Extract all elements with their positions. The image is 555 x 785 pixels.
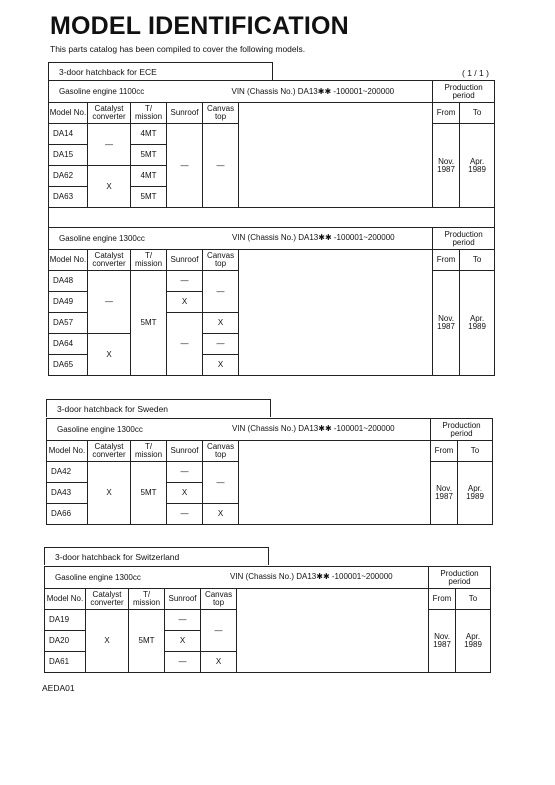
sunroof-cell: X xyxy=(167,483,203,504)
model-header: Model No. xyxy=(47,441,88,462)
transmission-cell: 5MT xyxy=(131,145,167,166)
transmission-header: T/ mission xyxy=(131,103,167,124)
from-header: From xyxy=(431,441,458,462)
engine-row xyxy=(47,419,431,441)
engine-label: Gasoline engine 1300cc xyxy=(55,572,141,582)
blank-cell xyxy=(239,441,431,462)
transmission-cell: 5MT xyxy=(129,610,165,673)
catalyst-header: Catalyst converter xyxy=(88,103,131,124)
from-header: From xyxy=(433,103,460,124)
canvas-cell: X xyxy=(201,652,237,673)
engine-label: Gasoline engine 1100cc xyxy=(59,86,145,96)
catalyst-cell: X xyxy=(86,610,129,673)
from-cell: Nov. 1987 xyxy=(433,124,460,208)
catalyst-header: Catalyst converter xyxy=(86,589,129,610)
catalyst-cell: X xyxy=(88,462,131,525)
canvas-header: Canvas top xyxy=(203,250,239,271)
to-cell: Apr. 1989 xyxy=(460,271,495,376)
section-tab: 3-door hatchback for Switzerland xyxy=(44,547,269,565)
model-cell: DA19 xyxy=(45,610,86,631)
catalyst-cell: X xyxy=(88,334,131,376)
to-header: To xyxy=(460,103,495,124)
model-table xyxy=(48,80,495,376)
catalyst-cell: — xyxy=(88,271,131,334)
transmission-header: T/ mission xyxy=(129,589,165,610)
sunroof-header: Sunroof xyxy=(165,589,201,610)
sunroof-cell: — xyxy=(165,652,201,673)
transmission-cell: 5MT xyxy=(131,271,167,376)
sunroof-header: Sunroof xyxy=(167,103,203,124)
blank-cell xyxy=(239,250,433,271)
sunroof-cell: X xyxy=(165,631,201,652)
sunroof-cell: — xyxy=(167,313,203,376)
transmission-cell: 5MT xyxy=(131,187,167,208)
catalyst-cell: X xyxy=(88,166,131,208)
production-header: Production period xyxy=(429,567,491,589)
model-cell: DA61 xyxy=(45,652,86,673)
blank-cell xyxy=(239,271,433,376)
transmission-header: T/ mission xyxy=(131,441,167,462)
model-cell: DA57 xyxy=(49,313,88,334)
engine-label: Gasoline engine 1300cc xyxy=(59,233,145,243)
sunroof-cell: — xyxy=(167,271,203,292)
sunroof-cell: — xyxy=(167,462,203,483)
to-header: To xyxy=(458,441,493,462)
intro-text: This parts catalog has been compiled to cover the following models. xyxy=(50,44,306,54)
model-cell: DA65 xyxy=(49,355,88,376)
canvas-cell: — xyxy=(203,462,239,504)
canvas-cell: — xyxy=(203,124,239,208)
sunroof-header: Sunroof xyxy=(167,250,203,271)
canvas-header: Canvas top xyxy=(203,441,239,462)
section-tab: 3-door hatchback for Sweden xyxy=(46,399,271,417)
vin-label: VIN (Chassis No.) DA13✱✱ -100001~200000 xyxy=(232,233,395,242)
canvas-cell: X xyxy=(203,504,239,525)
transmission-cell: 5MT xyxy=(131,462,167,525)
production-header: Production period xyxy=(431,419,493,441)
model-cell: DA63 xyxy=(49,187,88,208)
transmission-cell: 4MT xyxy=(131,166,167,187)
canvas-cell: X xyxy=(203,355,239,376)
model-cell: DA62 xyxy=(49,166,88,187)
separator-row xyxy=(49,208,495,228)
model-cell: DA15 xyxy=(49,145,88,166)
sunroof-cell: — xyxy=(165,610,201,631)
to-cell: Apr. 1989 xyxy=(458,462,493,525)
sunroof-cell: X xyxy=(167,292,203,313)
engine-label: Gasoline engine 1300cc xyxy=(57,424,143,434)
from-header: From xyxy=(429,589,456,610)
vin-label: VIN (Chassis No.) DA13✱✱ -100001~200000 xyxy=(231,86,395,96)
model-header: Model No. xyxy=(49,250,88,271)
model-header: Model No. xyxy=(45,589,86,610)
sunroof-cell: — xyxy=(167,124,203,208)
canvas-header: Canvas top xyxy=(203,103,239,124)
canvas-cell: — xyxy=(203,271,239,313)
engine-row xyxy=(45,567,429,589)
vin-label: VIN (Chassis No.) DA13✱✱ -100001~200000 xyxy=(232,424,395,433)
page-number: ( 1 / 1 ) xyxy=(462,68,489,78)
model-cell: DA48 xyxy=(49,271,88,292)
canvas-header: Canvas top xyxy=(201,589,237,610)
transmission-cell: 4MT xyxy=(131,124,167,145)
model-table xyxy=(46,418,493,525)
canvas-cell: — xyxy=(201,610,237,652)
engine-row xyxy=(49,228,433,250)
model-cell: DA66 xyxy=(47,504,88,525)
from-cell: Nov. 1987 xyxy=(429,610,456,673)
production-header: Production period xyxy=(433,81,495,103)
to-header: To xyxy=(456,589,491,610)
model-cell: DA43 xyxy=(47,483,88,504)
to-header: To xyxy=(460,250,495,271)
blank-cell xyxy=(239,103,433,124)
model-table xyxy=(44,566,491,673)
model-cell: DA64 xyxy=(49,334,88,355)
footer-code: AEDA01 xyxy=(42,683,75,693)
sunroof-header: Sunroof xyxy=(167,441,203,462)
blank-cell xyxy=(239,124,433,208)
engine-row xyxy=(49,81,433,103)
model-cell: DA42 xyxy=(47,462,88,483)
production-header: Production period xyxy=(433,228,495,250)
blank-cell xyxy=(237,589,429,610)
model-cell: DA49 xyxy=(49,292,88,313)
from-cell: Nov. 1987 xyxy=(433,271,460,376)
blank-cell xyxy=(239,462,431,525)
canvas-cell: — xyxy=(203,334,239,355)
catalyst-header: Catalyst converter xyxy=(88,441,131,462)
model-cell: DA14 xyxy=(49,124,88,145)
model-header: Model No. xyxy=(49,103,88,124)
blank-cell xyxy=(237,610,429,673)
to-cell: Apr. 1989 xyxy=(456,610,491,673)
catalyst-cell: — xyxy=(88,124,131,166)
section-tab: 3-door hatchback for ECE xyxy=(48,62,273,80)
page-title: MODEL IDENTIFICATION xyxy=(50,12,349,40)
sunroof-cell: — xyxy=(167,504,203,525)
catalyst-header: Catalyst converter xyxy=(88,250,131,271)
from-cell: Nov. 1987 xyxy=(431,462,458,525)
to-cell: Apr. 1989 xyxy=(460,124,495,208)
canvas-cell: X xyxy=(203,313,239,334)
vin-label: VIN (Chassis No.) DA13✱✱ -100001~200000 xyxy=(230,572,393,581)
model-cell: DA20 xyxy=(45,631,86,652)
transmission-header: T/ mission xyxy=(131,250,167,271)
from-header: From xyxy=(433,250,460,271)
